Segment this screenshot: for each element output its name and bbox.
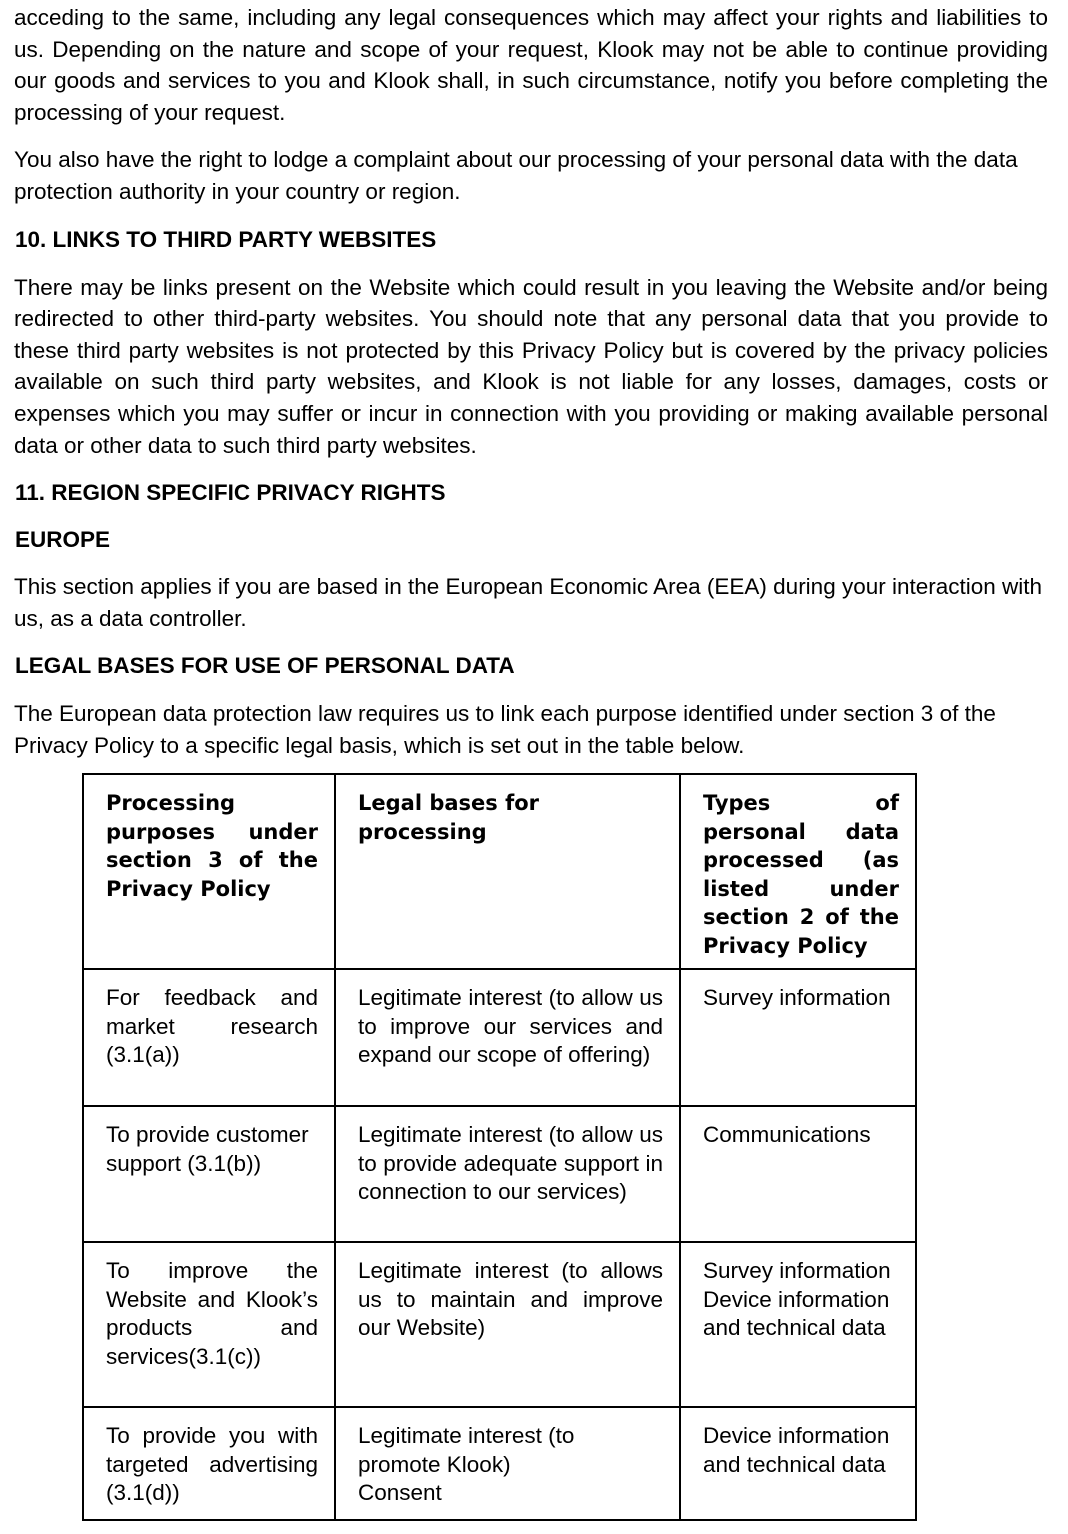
- section-10-paragraph: There may be links present on the Website which could result in you leaving the Website and/or being redirected to other third-party websites. You should note that any personal data that you provide to these third party websites is not protected by this Privacy Policy but is covered by the privacy policies available on such third party websites, and Klook is not liable for any losses, damages, costs or expenses which you may suffer or incur in connection with you providing or making available personal data or other data to such third party websites.: [14, 274, 1048, 458]
- data-type-text: Survey information: [703, 1258, 891, 1283]
- purpose-cell: To improve the Website and Klook’s products and services(3.1(c)): [83, 1242, 335, 1407]
- legal-bases-heading: LEGAL BASES FOR USE OF PERSONAL DATA: [15, 653, 515, 679]
- table-row: [83, 969, 916, 1106]
- data-types-cell: [680, 1242, 916, 1407]
- legal-basis-cell: [335, 1106, 680, 1242]
- table-row: [83, 1242, 916, 1407]
- legal-basis-cell: [335, 1407, 680, 1520]
- table-header-row: [83, 774, 916, 969]
- purpose-cell: For feedback and market research (3.1(a)): [83, 969, 335, 1106]
- intro-paragraph: acceding to the same, including any legal consequences which may affect your rights and liabilities to us. Depending on the nature and scope of your request, Klook may not be able to continue providing our goods and services to you and Klook shall, in such circumstance, notify you before completing the processing of your request.: [14, 5, 1048, 125]
- section-11-heading: 11. REGION SPECIFIC PRIVACY RIGHTS: [15, 480, 446, 506]
- legal-basis-text: Legitimate interest (to allow us to provide adequate support in connection to our services): [358, 1122, 663, 1204]
- europe-heading: EUROPE: [15, 527, 111, 553]
- legal-basis-cell: [335, 1242, 680, 1407]
- section-10-heading: 10. LINKS TO THIRD PARTY WEBSITES: [15, 226, 437, 252]
- data-type-text: Device information and technical data: [703, 1286, 890, 1340]
- header-legal-bases: Legal bases for processing: [335, 774, 680, 969]
- header-data-types: Types of personal data processed (as listed under section 2 of the Privacy Policy: [680, 774, 916, 969]
- legal-basis-text: Legitimate interest (to allows us to maintain and improve our Website): [358, 1258, 663, 1340]
- complaint-paragraph: You also have the right to lodge a complaint about our processing of your personal data with the data protection authority in your country or region.: [14, 147, 1018, 204]
- legal-bases-table: [82, 773, 917, 1521]
- data-types-cell: [680, 969, 916, 1106]
- data-types-cell: [680, 1407, 916, 1520]
- europe-paragraph: This section applies if you are based in the European Economic Area (EEA) during your interaction with us, as a data controller.: [14, 574, 1043, 631]
- data-type-text: Device information and technical data: [703, 1423, 890, 1477]
- legal-basis-text: Legitimate interest (to allow us to improve our services and expand our scope of offering): [358, 985, 663, 1067]
- purpose-cell: To provide you with targeted advertising (3.1(d)): [83, 1407, 335, 1520]
- header-processing-purposes: Processing purposes under section 3 of the Privacy Policy: [83, 774, 335, 969]
- legal-basis-text: Legitimate interest (to promote Klook): [358, 1423, 575, 1477]
- data-types-cell: [680, 1106, 916, 1242]
- legal-basis-text: Consent: [358, 1480, 442, 1505]
- legal-basis-cell: [335, 969, 680, 1106]
- privacy-policy-page: [14, 0, 1048, 762]
- purpose-cell: To provide customer support (3.1(b)): [83, 1106, 335, 1242]
- data-type-text: Survey information: [703, 985, 891, 1010]
- data-type-text: Communications: [703, 1122, 871, 1147]
- legal-bases-paragraph: The European data protection law requires us to link each purpose identified under section 3 of the Privacy Policy to a specific legal basis, which is set out in the table below.: [14, 701, 996, 758]
- table-row: [83, 1106, 916, 1242]
- table-row: [83, 1407, 916, 1520]
